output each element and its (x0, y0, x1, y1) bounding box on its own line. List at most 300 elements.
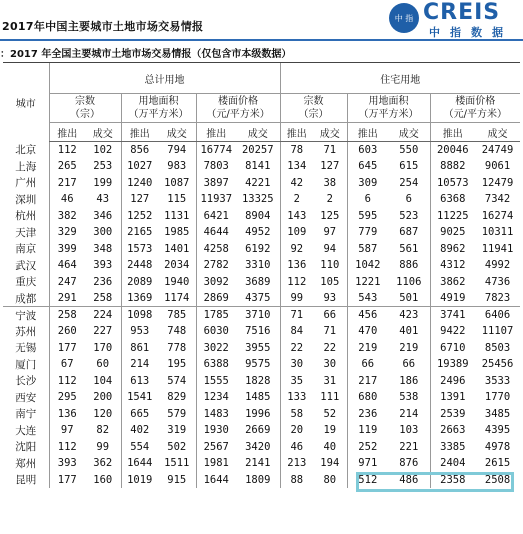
value-cell: 1930 (196, 422, 236, 439)
value-cell: 1541 (121, 389, 158, 406)
value-cell: 260 (49, 323, 85, 340)
page-header (0, 0, 523, 40)
value-cell: 8904 (245, 209, 271, 222)
value-cell: 1401 (164, 242, 190, 255)
value-cell: 348 (93, 242, 113, 255)
value-cell: 291 (49, 290, 85, 307)
value-cell: 6192 (245, 242, 271, 255)
value-cell: 1828 (245, 374, 271, 387)
value-cell: 115 (167, 193, 187, 206)
table-row (3, 191, 520, 208)
value-cell: 1369 (121, 290, 158, 307)
value-cell: 219 (347, 340, 388, 357)
value-cell: 219 (399, 341, 419, 354)
value-cell: 1555 (196, 373, 236, 390)
value-cell: 1252 (121, 208, 158, 225)
value-cell: 680 (347, 389, 388, 406)
subheader-sold: 成交 (475, 123, 520, 142)
value-cell: 10573 (430, 175, 475, 192)
group-header-residential: 住宅用地 (280, 63, 520, 94)
value-cell: 3897 (196, 175, 236, 192)
value-cell: 253 (93, 160, 113, 173)
value-cell: 194 (320, 457, 340, 470)
table-row (3, 340, 520, 357)
value-cell: 224 (85, 307, 121, 324)
city-cell: 广州 (15, 177, 37, 190)
value-cell: 785 (158, 307, 196, 324)
value-cell: 1174 (164, 292, 190, 304)
value-cell: 213 (280, 455, 313, 472)
value-cell: 2 (326, 193, 333, 206)
value-cell: 512 (347, 472, 388, 489)
table-row (3, 142, 520, 159)
value-cell: 214 (399, 407, 419, 420)
value-cell: 687 (399, 226, 419, 239)
value-cell: 1996 (245, 407, 271, 420)
value-cell: 112 (49, 142, 85, 159)
value-cell: 46 (49, 191, 85, 208)
value-cell: 112 (49, 373, 85, 390)
table-row (3, 158, 520, 175)
value-cell: 8141 (245, 160, 271, 173)
value-cell: 66 (402, 358, 416, 371)
value-cell: 84 (280, 323, 313, 340)
value-cell: 22 (323, 341, 337, 354)
value-cell: 4312 (430, 257, 475, 274)
value-cell: 4736 (484, 275, 511, 288)
value-cell: 136 (280, 257, 313, 274)
value-cell: 2358 (430, 472, 475, 489)
value-cell: 1106 (396, 275, 422, 288)
value-cell: 43 (96, 193, 110, 206)
value-cell: 3420 (245, 440, 271, 453)
value-cell: 99 (280, 290, 313, 307)
table-row (3, 208, 520, 225)
value-cell: 2615 (484, 457, 511, 470)
value-cell: 9422 (430, 323, 475, 340)
value-cell: 645 (347, 158, 388, 175)
value-cell: 778 (167, 341, 187, 354)
value-cell: 170 (93, 341, 113, 354)
metric-header: 用地面积 （万平方米） (347, 94, 430, 123)
value-cell: 579 (167, 407, 187, 420)
value-cell: 35 (280, 373, 313, 390)
value-cell: 7342 (484, 193, 511, 206)
value-cell: 603 (347, 142, 388, 159)
value-cell: 221 (399, 440, 419, 453)
value-cell: 464 (49, 257, 85, 274)
value-cell: 186 (399, 374, 419, 387)
value-cell: 38 (323, 176, 337, 189)
value-cell: 554 (121, 439, 158, 456)
value-cell: 1483 (196, 406, 236, 423)
value-cell: 393 (49, 455, 85, 472)
table-row (3, 356, 520, 373)
value-cell: 399 (49, 241, 85, 258)
value-cell: 16274 (481, 209, 514, 222)
subheader-sold: 成交 (236, 123, 280, 142)
value-cell: 127 (121, 191, 158, 208)
value-cell: 456 (347, 307, 388, 324)
value-cell: 143 (280, 208, 313, 225)
value-cell: 346 (93, 209, 113, 222)
value-cell: 177 (49, 340, 85, 357)
table-row (3, 274, 520, 291)
value-cell: 1940 (164, 275, 190, 288)
value-cell: 80 (323, 473, 337, 486)
value-cell: 93 (323, 292, 337, 304)
value-cell: 595 (347, 208, 388, 225)
value-cell: 102 (93, 144, 113, 156)
value-cell: 1809 (245, 473, 271, 486)
value-cell: 120 (93, 407, 113, 420)
value-cell: 9575 (245, 358, 271, 371)
value-cell: 319 (167, 424, 187, 437)
value-cell: 60 (96, 358, 110, 371)
value-cell: 133 (280, 389, 313, 406)
value-cell: 587 (347, 241, 388, 258)
value-cell: 2663 (430, 422, 475, 439)
value-cell: 22 (280, 340, 313, 357)
value-cell: 111 (320, 391, 340, 404)
table-row (3, 175, 520, 192)
metric-header: 楼面价格 （元/平方米） (196, 94, 280, 123)
value-cell: 2869 (196, 290, 236, 307)
city-cell: 上海 (15, 160, 37, 173)
value-cell: 7823 (484, 292, 511, 304)
table-row (3, 290, 520, 307)
value-cell: 829 (167, 391, 187, 404)
value-cell: 1240 (121, 175, 158, 192)
value-cell: 195 (167, 358, 187, 371)
value-cell: 200 (93, 391, 113, 404)
value-cell: 971 (347, 455, 388, 472)
value-cell: 4375 (245, 292, 271, 304)
value-cell: 112 (280, 274, 313, 291)
value-cell: 329 (49, 224, 85, 241)
value-cell: 309 (347, 175, 388, 192)
table-row (3, 439, 520, 456)
value-cell: 71 (323, 144, 337, 156)
value-cell: 7803 (196, 158, 236, 175)
value-cell: 1234 (196, 389, 236, 406)
value-cell: 9061 (484, 160, 511, 173)
city-cell: 郑州 (15, 457, 37, 470)
table-row (3, 389, 520, 406)
value-cell: 362 (93, 457, 113, 470)
value-cell: 30 (323, 358, 337, 371)
subheader-offered: 推出 (280, 123, 313, 142)
value-cell: 6030 (196, 323, 236, 340)
value-cell: 502 (167, 440, 187, 453)
value-cell: 4258 (196, 241, 236, 258)
value-cell: 265 (49, 158, 85, 175)
value-cell: 1221 (347, 274, 388, 291)
value-cell: 11225 (430, 208, 475, 225)
value-cell: 11107 (481, 325, 514, 338)
value-cell: 227 (93, 325, 113, 338)
value-cell: 20257 (241, 144, 274, 156)
city-column-header: 城市 (3, 63, 49, 142)
value-cell: 3385 (430, 439, 475, 456)
subheader-sold: 成交 (85, 123, 121, 142)
metric-header: 楼面价格 （元/平方米） (430, 94, 520, 123)
value-cell: 3485 (484, 407, 511, 420)
value-cell: 10311 (481, 226, 514, 239)
table-row (3, 257, 520, 274)
value-cell: 613 (121, 373, 158, 390)
value-cell: 199 (93, 176, 113, 189)
table-row (3, 307, 520, 324)
table-row (3, 323, 520, 340)
value-cell: 1098 (121, 307, 158, 324)
value-cell: 6421 (196, 208, 236, 225)
table-row (3, 472, 520, 489)
value-cell: 40 (323, 440, 337, 453)
value-cell: 110 (320, 259, 340, 272)
table-row (3, 224, 520, 241)
value-cell: 127 (320, 160, 340, 173)
value-cell: 12479 (481, 176, 514, 189)
value-cell: 71 (280, 307, 313, 324)
value-cell: 1019 (121, 472, 158, 489)
value-cell: 3533 (484, 374, 511, 387)
value-cell: 99 (96, 440, 110, 453)
value-cell: 252 (347, 439, 388, 456)
subheader-offered: 推出 (430, 123, 475, 142)
value-cell: 7516 (245, 325, 271, 338)
value-cell: 214 (121, 356, 158, 373)
table-row (3, 422, 520, 439)
value-cell: 52 (323, 407, 337, 420)
city-cell: 深圳 (15, 193, 37, 206)
city-cell: 成都 (15, 292, 37, 305)
value-cell: 8882 (430, 158, 475, 175)
value-cell: 876 (399, 457, 419, 470)
value-cell: 1981 (196, 455, 236, 472)
group-header-total: 总计用地 (49, 63, 280, 94)
value-cell: 2539 (430, 406, 475, 423)
value-cell: 247 (49, 274, 85, 291)
value-cell: 88 (280, 472, 313, 489)
subheader-offered: 推出 (196, 123, 236, 142)
value-cell: 24749 (481, 144, 514, 156)
value-cell: 177 (49, 472, 85, 489)
value-cell: 6368 (430, 191, 475, 208)
value-cell: 258 (49, 307, 85, 324)
value-cell: 4952 (245, 226, 271, 239)
value-cell: 3862 (430, 274, 475, 291)
value-cell: 71 (323, 325, 337, 338)
value-cell: 6 (405, 193, 412, 206)
city-cell: 南宁 (15, 408, 37, 421)
value-cell: 4978 (484, 440, 511, 453)
value-cell: 19389 (430, 356, 475, 373)
value-cell: 82 (96, 424, 110, 437)
value-cell: 665 (121, 406, 158, 423)
value-cell: 67 (49, 356, 85, 373)
value-cell: 217 (347, 373, 388, 390)
value-cell: 2089 (121, 274, 158, 291)
creis-logo (389, 0, 517, 40)
value-cell: 1785 (196, 307, 236, 324)
subheader-offered: 推出 (121, 123, 158, 142)
value-cell: 20046 (430, 142, 475, 159)
value-cell: 543 (347, 290, 388, 307)
value-cell: 97 (323, 226, 337, 239)
value-cell: 561 (399, 242, 419, 255)
table-row (3, 406, 520, 423)
value-cell: 3955 (245, 341, 271, 354)
value-cell: 8962 (430, 241, 475, 258)
value-cell: 615 (399, 160, 419, 173)
metric-header: 宗数 （宗） (280, 94, 347, 123)
value-cell: 1511 (164, 457, 190, 470)
value-cell: 2448 (121, 257, 158, 274)
value-cell: 402 (121, 422, 158, 439)
logo-badge-text: 中 指 (394, 14, 414, 23)
value-cell: 423 (388, 307, 430, 324)
logo-emblem-icon (389, 3, 419, 33)
city-cell: 无锡 (15, 342, 37, 355)
table-row (3, 455, 520, 472)
value-cell: 4644 (196, 224, 236, 241)
value-cell: 3689 (245, 275, 271, 288)
value-cell: 393 (93, 259, 113, 272)
value-cell: 94 (323, 242, 337, 255)
value-cell: 103 (399, 424, 419, 437)
city-cell: 西安 (15, 391, 37, 404)
value-cell: 3310 (245, 259, 271, 272)
value-cell: 3741 (430, 307, 475, 324)
city-cell: 武汉 (15, 259, 37, 272)
value-cell: 2165 (121, 224, 158, 241)
subheader-offered: 推出 (49, 123, 85, 142)
value-cell: 748 (167, 325, 187, 338)
city-cell: 南京 (15, 243, 37, 256)
table-caption: ：2017 年全国主要城市土地市场交易情报（仅包含市本级数据） (0, 49, 292, 60)
value-cell: 1985 (164, 226, 190, 239)
value-cell: 2567 (196, 439, 236, 456)
value-cell: 1644 (196, 472, 236, 489)
value-cell: 236 (347, 406, 388, 423)
land-market-table (3, 62, 520, 488)
value-cell: 2034 (164, 259, 190, 272)
value-cell: 1770 (484, 391, 511, 404)
value-cell: 470 (347, 323, 388, 340)
city-cell: 北京 (15, 144, 37, 157)
value-cell: 1573 (121, 241, 158, 258)
value-cell: 4919 (430, 290, 475, 307)
value-cell: 66 (313, 307, 347, 324)
subheader-sold: 成交 (388, 123, 430, 142)
value-cell: 523 (399, 209, 419, 222)
value-cell: 25456 (481, 358, 514, 371)
metric-header: 用地面积 （万平方米） (121, 94, 196, 123)
header-divider (0, 39, 523, 41)
value-cell: 11941 (481, 242, 514, 255)
value-cell: 1485 (245, 391, 271, 404)
value-cell: 2141 (245, 457, 271, 470)
value-cell: 2669 (245, 424, 271, 437)
value-cell: 20 (280, 422, 313, 439)
value-cell: 538 (399, 391, 419, 404)
city-cell: 沈阳 (15, 441, 37, 454)
value-cell: 11937 (196, 191, 236, 208)
value-cell: 794 (167, 144, 187, 156)
value-cell: 856 (121, 142, 158, 159)
value-cell: 109 (280, 224, 313, 241)
value-cell: 4221 (245, 176, 271, 189)
value-cell: 1027 (121, 158, 158, 175)
value-cell: 2782 (196, 257, 236, 274)
value-cell: 2404 (430, 455, 475, 472)
value-cell: 3022 (196, 340, 236, 357)
value-cell: 3092 (196, 274, 236, 291)
city-cell: 重庆 (15, 276, 37, 289)
city-cell: 大连 (15, 424, 37, 437)
value-cell: 125 (320, 209, 340, 222)
value-cell: 3710 (236, 307, 280, 324)
value-cell: 486 (399, 473, 419, 486)
subheader-sold: 成交 (313, 123, 347, 142)
value-cell: 953 (121, 323, 158, 340)
value-cell: 104 (93, 374, 113, 387)
value-cell: 16774 (196, 142, 236, 159)
value-cell: 254 (399, 176, 419, 189)
value-cell: 217 (49, 175, 85, 192)
value-cell: 300 (93, 226, 113, 239)
value-cell: 779 (347, 224, 388, 241)
document-title: 2017年中国主要城市土地市场交易情报 (2, 20, 204, 33)
value-cell: 6388 (196, 356, 236, 373)
value-cell: 1087 (164, 176, 190, 189)
value-cell: 136 (49, 406, 85, 423)
value-cell: 46 (280, 439, 313, 456)
value-cell: 105 (320, 275, 340, 288)
value-cell: 2508 (484, 473, 511, 486)
value-cell: 42 (280, 175, 313, 192)
value-cell: 92 (280, 241, 313, 258)
value-cell: 8503 (484, 341, 511, 354)
metric-header: 宗数 （宗） (49, 94, 121, 123)
value-cell: 2 (280, 191, 313, 208)
city-cell: 宁波 (3, 307, 49, 324)
value-cell: 983 (167, 160, 187, 173)
subheader-offered: 推出 (347, 123, 388, 142)
value-cell: 4992 (484, 259, 511, 272)
value-cell: 78 (280, 142, 313, 159)
value-cell: 1644 (121, 455, 158, 472)
value-cell: 134 (280, 158, 313, 175)
value-cell: 258 (93, 292, 113, 304)
value-cell: 401 (399, 325, 419, 338)
value-cell: 550 (399, 144, 419, 156)
city-cell: 厦门 (15, 358, 37, 371)
value-cell: 66 (347, 356, 388, 373)
value-cell: 160 (93, 473, 113, 486)
value-cell: 915 (167, 473, 187, 486)
value-cell: 58 (280, 406, 313, 423)
value-cell: 886 (399, 259, 419, 272)
value-cell: 1391 (430, 389, 475, 406)
value-cell: 2496 (430, 373, 475, 390)
value-cell: 4395 (484, 424, 511, 437)
value-cell: 6 (347, 191, 388, 208)
logo-wordmark: CREIS (423, 0, 501, 25)
city-cell: 天津 (15, 226, 37, 239)
city-cell: 长沙 (15, 375, 37, 388)
